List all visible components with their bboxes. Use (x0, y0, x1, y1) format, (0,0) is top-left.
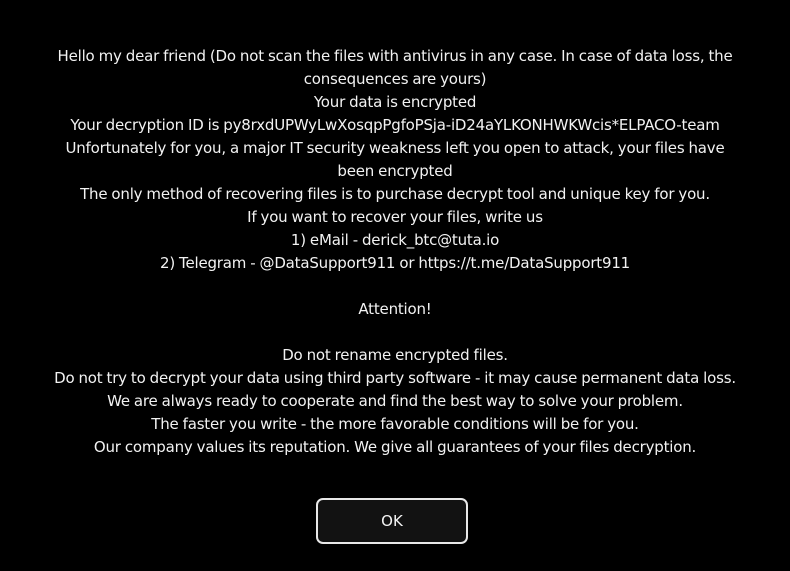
ok-button[interactable]: OK (316, 498, 468, 544)
message-line-greeting-cont: consequences are yours) (303, 70, 487, 88)
message-line-attention: Attention! (358, 300, 432, 318)
message-line-weakness-cont: been encrypted (337, 162, 453, 180)
message-line-do-not-decrypt: Do not try to decrypt your data using third party software - it may cause permanent data loss. (54, 369, 736, 387)
message-spacer (0, 321, 790, 344)
message-line-weakness: Unfortunately for you, a major IT security weakness left you open to attack, your files have (65, 139, 725, 157)
ransom-message (0, 45, 790, 459)
message-spacer (0, 275, 790, 298)
message-line-reputation: Our company values its reputation. We give all guarantees of your files decryption. (93, 438, 697, 456)
message-line-email: 1) eMail - derick_btc@tuta.io (290, 231, 500, 249)
message-line-greeting: Hello my dear friend (Do not scan the files with antivirus in any case. In case of data loss, the (57, 47, 733, 65)
message-line-do-not-rename: Do not rename encrypted files. (282, 346, 508, 364)
message-line-encrypted: Your data is encrypted (313, 93, 477, 111)
message-line-telegram: 2) Telegram - @DataSupport911 or https://t.me/DataSupport911 (159, 254, 631, 272)
message-line-faster: The faster you write - the more favorable conditions will be for you. (151, 415, 639, 433)
message-line-decryption-id: Your decryption ID is py8rxdUPWyLwXosqpPgfoPSja-iD24aYLKONHWKWcis*ELPACO-team (70, 116, 720, 134)
message-line-write-us: If you want to recover your files, write us (247, 208, 543, 226)
message-line-cooperate: We are always ready to cooperate and find the best way to solve your problem. (107, 392, 683, 410)
message-line-only-method: The only method of recovering files is to purchase decrypt tool and unique key for you. (80, 185, 710, 203)
